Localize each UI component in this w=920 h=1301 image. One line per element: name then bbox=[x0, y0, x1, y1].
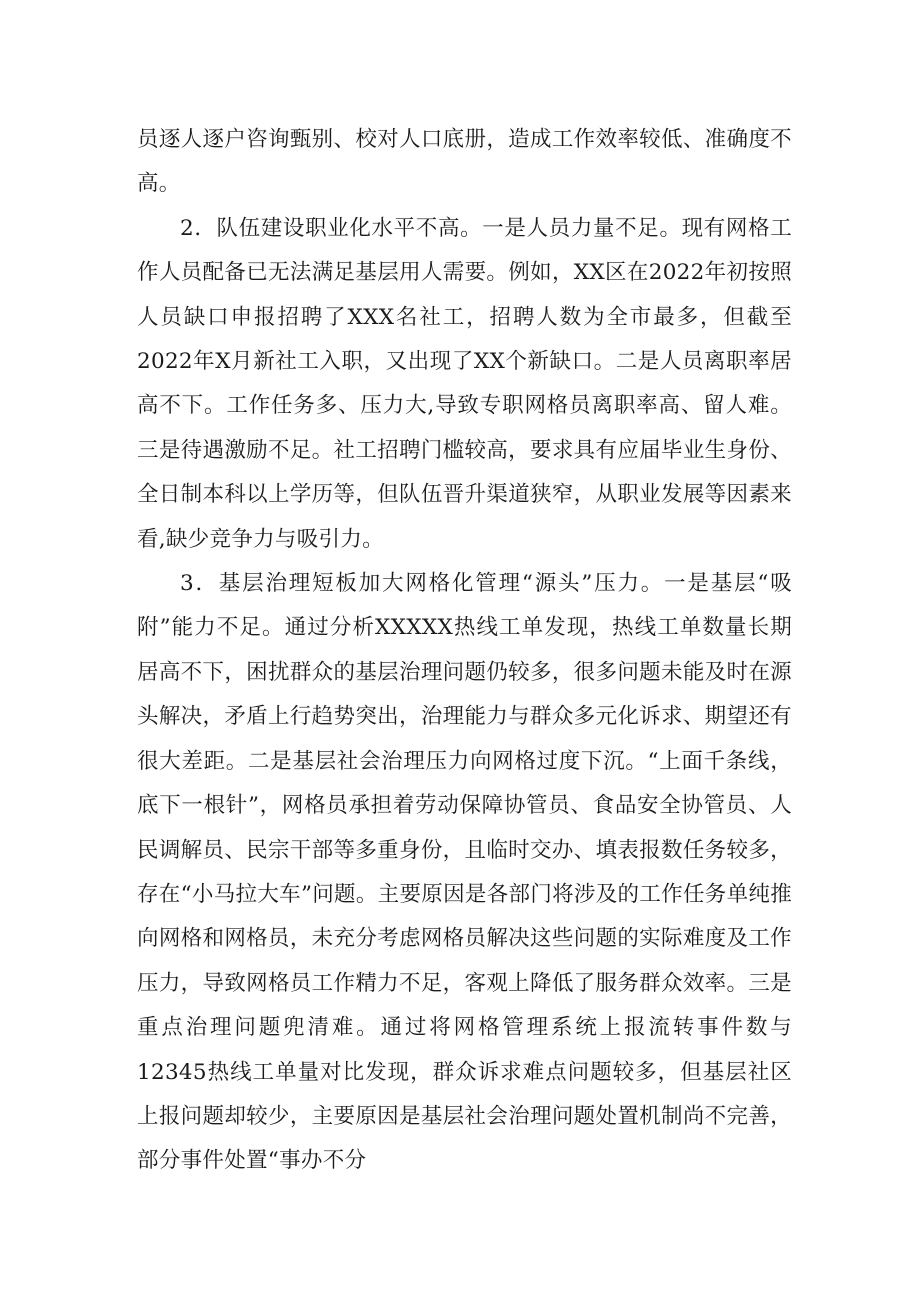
paragraph-team-building: 2．队伍建设职业化水平不高。一是人员力量不足。现有网格工作人员配备已无法满足基层用人需要。例如，XX区在2022年初按照人员缺口申报招聘了XXX名社工，招聘人数为全市最多，但截至2022年X月新社工入职，又出现了XX个新缺口。二是人员离职率居高不下。工作任务多、压力大,导致专职网格员离职率高、留人难。三是待遇激励不足。社工招聘门槛较高，要求具有应届毕业生身份、全日制本科以上学历等，但队伍晋升渠道狭窄，从职业发展等因素来看,缺少竞争力与吸引力。 bbox=[137, 215, 792, 552]
paragraph-continuation: 员逐人逐户咨询甄别、校对人口底册，造成工作效率较低、准确度不高。 bbox=[137, 127, 792, 197]
paragraph-grassroots-governance: 3．基层治理短板加大网格化管理“源头”压力。一是基层“吸附”能力不足。通过分析XXXXX热线工单发现，热线工单数量长期居高不下，困扰群众的基层治理问题仍较多，很多问题未能及时在源头解决，矛盾上行趋势突出，治理能力与群众多元化诉求、期望还有很大差距。二是基层社会治理压力向网格过度下沉。“上面千条线，底下一根针”，网格员承担着劳动保障协管员、食品安全协管员、人民调解员、民宗干部等多重身份，且临时交办、填表报数任务较多，存在“小马拉大车”问题。主要原因是各部门将涉及的工作任务单纯推向网格和网格员，未充分考虑网格员解决这些问题的实际难度及工作压力，导致网格员工作精力不足，客观上降低了服务群众效率。三是重点治理问题兜清难。通过将网格管理系统上报流转事件数与12345热线工单量对比发现，群众诉求难点问题较多，但基层社区上报问题却较少，主要原因是基层社会治理问题处置机制尚不完善，部分事件处置“事办不分 bbox=[137, 571, 792, 1174]
document-body bbox=[137, 118, 792, 1184]
